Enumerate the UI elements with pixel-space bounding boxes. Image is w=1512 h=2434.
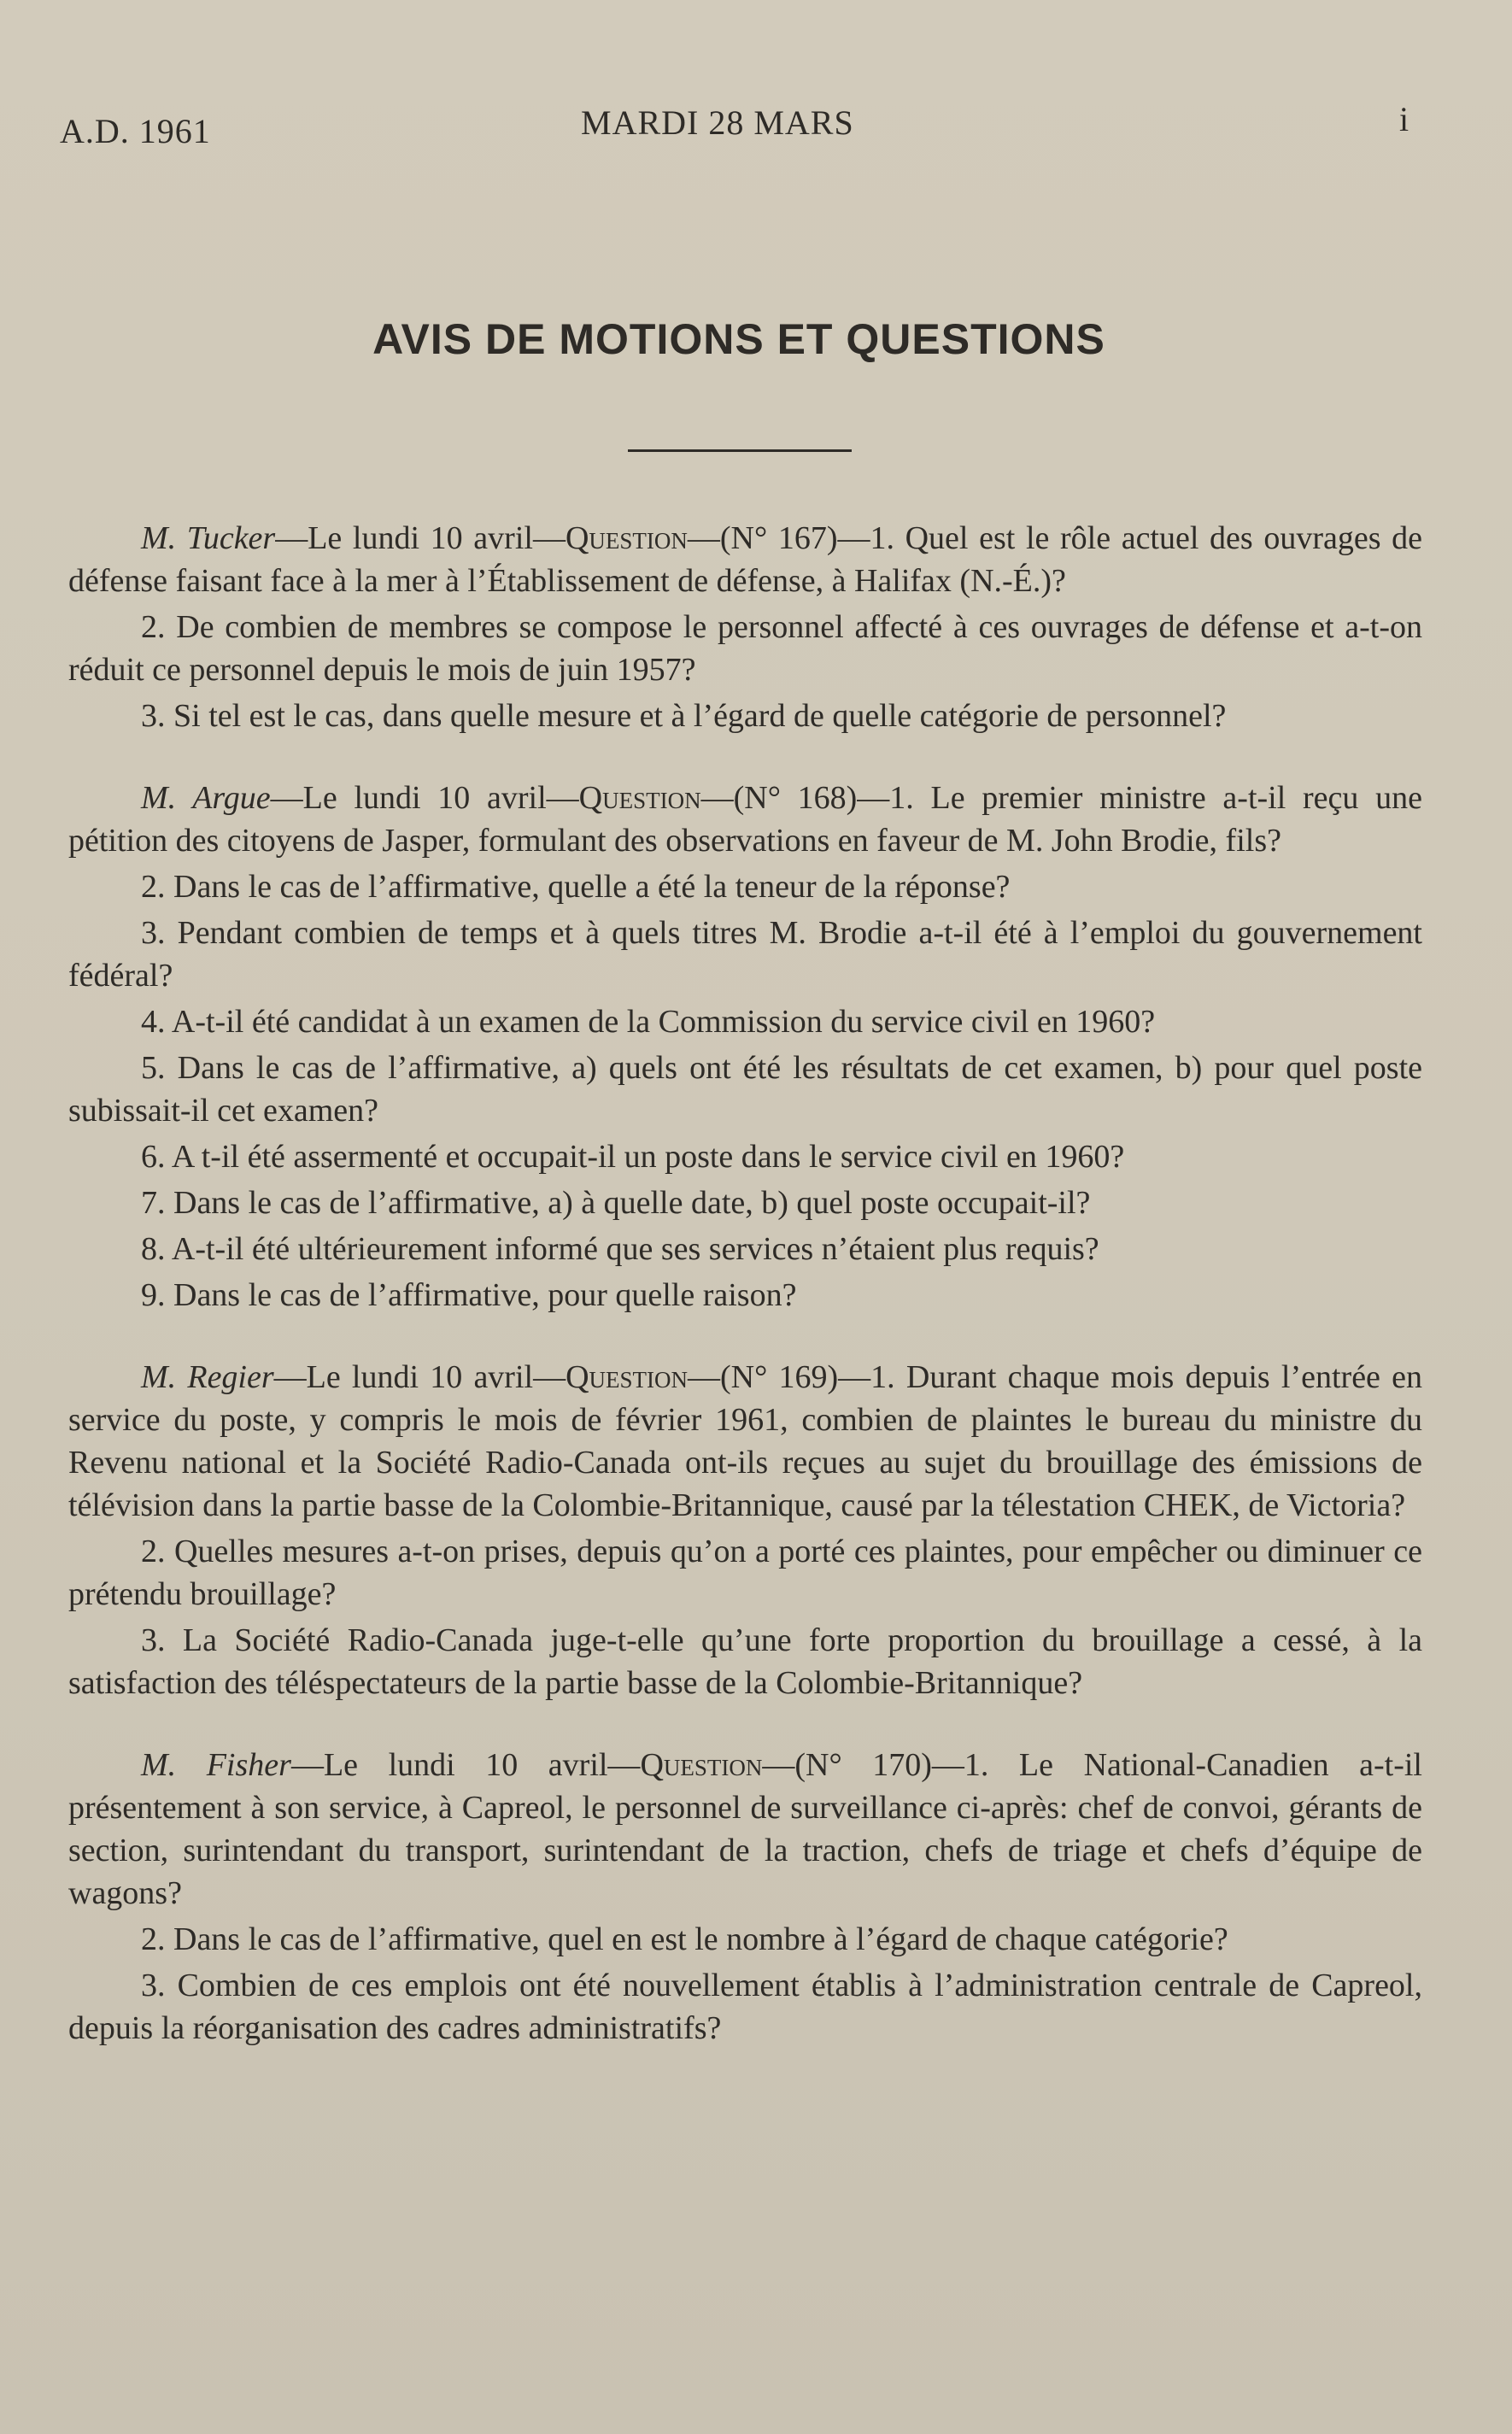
question-label: Question: [565, 520, 688, 556]
question-item: 3. Pendant combien de temps et à quels titres M. Brodie a-t-il été à l’emploi du gouvernement fédéral?: [68, 915, 1422, 994]
motion-intro: —Le lundi 10 avril—: [275, 520, 566, 556]
motion-fisher: [68, 1744, 1422, 2050]
question-item: 2. Dans le cas de l’affirmative, quel en est le nombre à l’égard de chaque catégorie?: [141, 1921, 1228, 1957]
motion-argue: [68, 777, 1422, 1317]
question-item: 3. La Société Radio-Canada juge-t-elle qu’une forte proportion du brouillage a cessé, à la satisfaction des téléspectateurs de la partie basse de la Colombie-Britannique?: [68, 1622, 1422, 1701]
motion-intro: —Le lundi 10 avril—: [270, 780, 579, 816]
motion-regier: [68, 1356, 1422, 1704]
title-divider: [628, 449, 852, 452]
header-year: A.D. 1961: [60, 112, 211, 150]
member-name: M. Argue: [141, 780, 271, 816]
question-item: 3. Combien de ces emplois ont été nouvellement établis à l’administration centrale de Capreol, depuis la réorganisation des cadres administratifs?: [68, 1968, 1422, 2046]
motion-lead-text: —(N° 170)—1. Le National-Canadien a-t-il présentement à son service, à Capreol, le personnel de surveillance ci-après: chef de convoi, gérants de section, surintendant du transport, surintendant de la traction, chefs de triage et chefs d’équipe de wagons?: [68, 1747, 1422, 1911]
motion-lead-text: —(N° 168)—1. Le premier ministre a-t-il reçu une pétition des citoyens de Jasper, formulant des observations en faveur de M. John Brodie, fils?: [68, 780, 1422, 859]
motion-tucker: [68, 517, 1422, 737]
question-item: 5. Dans le cas de l’affirmative, a) quels ont été les résultats de cet examen, b) pour quel poste subissait-il cet examen?: [68, 1050, 1422, 1129]
question-item: 3. Si tel est le cas, dans quelle mesure et à l’égard de quelle catégorie de personnel?: [141, 698, 1227, 734]
member-name: M. Fisher: [141, 1747, 291, 1783]
motion-lead-paragraph: [68, 1356, 1422, 1527]
motion-lead-text: —(N° 169)—1. Durant chaque mois depuis l’entrée en service du poste, y compris le mois de février 1961, combien de plaintes le bureau du ministre du Revenu national et la Société Radio-Canada ont-ils reçues au sujet du brouillage des émissions de télévision dans la partie basse de la Colombie-Britannique, causé par la télestation CHEK, de Victoria?: [68, 1359, 1422, 1523]
question-item: 2. Quelles mesures a-t-on prises, depuis qu’on a porté ces plaintes, pour empêcher ou diminuer ce prétendu brouillage?: [68, 1534, 1422, 1612]
question-item: 2. Dans le cas de l’affirmative, quelle a été la teneur de la réponse?: [141, 869, 1011, 905]
motion-lead-paragraph: [68, 517, 1422, 602]
page-header: [60, 101, 1427, 152]
page-title: AVIS DE MOTIONS ET QUESTIONS: [372, 315, 1105, 363]
header-date: MARDI 28 MARS: [581, 103, 854, 142]
motion-lead-paragraph: [68, 1744, 1422, 1915]
question-label: Question: [566, 1359, 689, 1395]
motion-lead-paragraph: [68, 777, 1422, 862]
member-name: M. Regier: [141, 1359, 274, 1395]
motions-list: [68, 517, 1422, 2089]
motion-intro: —Le lundi 10 avril—: [273, 1359, 566, 1395]
member-name: M. Tucker: [141, 520, 276, 556]
question-label: Question: [578, 780, 701, 816]
question-item: 7. Dans le cas de l’affirmative, a) à quelle date, b) quel poste occupait-il?: [141, 1185, 1091, 1221]
question-label: Question: [640, 1747, 763, 1783]
question-item: 9. Dans le cas de l’affirmative, pour quelle raison?: [141, 1277, 797, 1313]
motion-intro: —Le lundi 10 avril—: [290, 1747, 641, 1783]
question-item: 4. A-t-il été candidat à un examen de la Commission du service civil en 1960?: [141, 1004, 1156, 1040]
motion-lead-text: —(N° 167)—1. Quel est le rôle actuel des ouvrages de défense faisant face à la mer à l’Établissement de défense, à Halifax (N.-É.)?: [68, 520, 1423, 599]
header-page-number: i: [1399, 100, 1410, 138]
question-item: 2. De combien de membres se compose le personnel affecté à ces ouvrages de défense et a-t-on réduit ce personnel depuis le mois de juin 1957?: [68, 609, 1422, 688]
question-item: 6. A t-il été assermenté et occupait-il un poste dans le service civil en 1960?: [141, 1139, 1125, 1175]
question-item: 8. A-t-il été ultérieurement informé que ses services n’étaient plus requis?: [141, 1231, 1099, 1267]
